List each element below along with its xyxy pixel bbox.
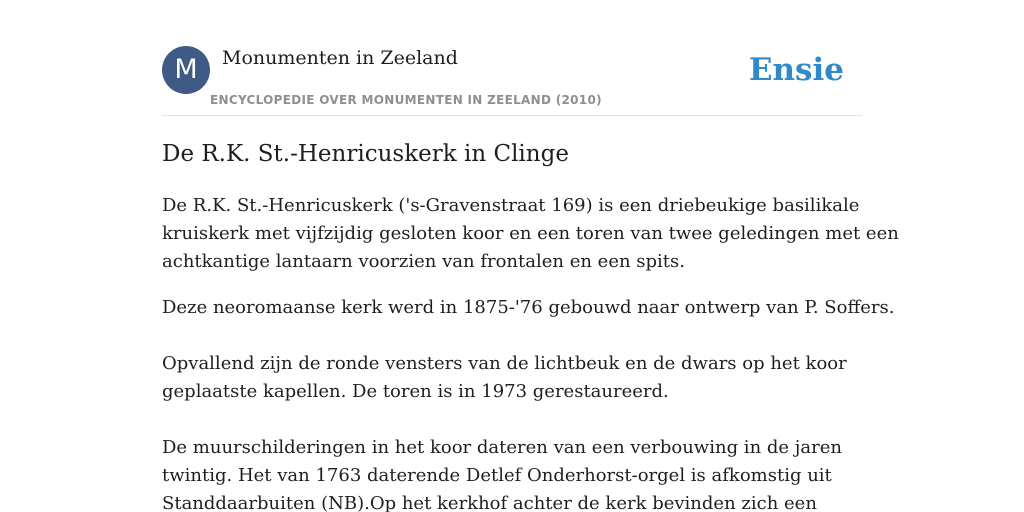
paragraph-line: De R.K. St.-Henricuskerk ('s-Gravenstraat 169) is een driebeukige basilikale [162, 195, 860, 216]
book-subtitle: ENCYCLOPEDIE OVER MONUMENTEN IN ZEELAND (2010) [210, 93, 602, 107]
book-header [162, 46, 862, 116]
paragraph-2 [162, 294, 895, 512]
article-body [162, 192, 899, 512]
page-title: De R.K. St.-Henricuskerk in Clinge [162, 141, 569, 167]
paragraph-line: Opvallend zijn de ronde vensters van de lichtbeuk en de dwars op het koor [162, 353, 847, 374]
paragraph-line: Deze neoromaanse kerk werd in 1875-'76 gebouwd naar ontwerp van P. Soffers. [162, 297, 895, 318]
paragraph-line: De muurschilderingen in het koor dateren van een verbouwing in de jaren [162, 437, 842, 458]
ensie-logo[interactable]: Ensie [748, 52, 844, 88]
paragraph-line: geplaatste kapellen. De toren is in 1973 gerestaureerd. [162, 381, 669, 402]
book-title-link[interactable]: Monumenten in Zeeland [222, 47, 458, 69]
paragraph-line: Standdaarbuiten (NB).Op het kerkhof achter de kerk bevinden zich een [162, 493, 817, 512]
paragraph-line: achtkantige lantaarn voorzien van frontalen en een spits. [162, 251, 686, 272]
paragraph-line: kruiskerk met vijfzijdig gesloten koor en een toren van twee geledingen met een [162, 223, 899, 244]
line-break [162, 406, 862, 434]
avatar[interactable]: M [162, 46, 210, 94]
line-break [162, 322, 862, 350]
paragraph-1 [162, 192, 899, 276]
paragraph-line: twintig. Het van 1763 daterende Detlef Onderhorst-orgel is afkomstig uit [162, 465, 832, 486]
